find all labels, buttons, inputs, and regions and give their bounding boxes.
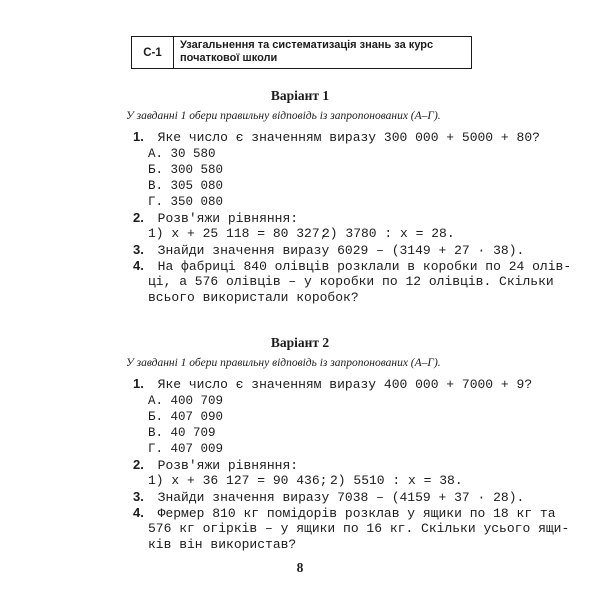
v1-option-a: А. 30 580	[148, 147, 216, 161]
v2-task-4-line-2: 576 кг огірків – у ящики по 16 кг. Скільки усього ящи-	[148, 521, 570, 536]
v1-task-2-number: 2.	[133, 210, 144, 225]
variant-2-title: Варіант 2	[270, 335, 330, 350]
v2-equation-2: 2) 5510 : x = 38.	[330, 473, 463, 488]
v1-option-c: В. 305 080	[148, 179, 224, 193]
section-title-line-2: початкової школи	[180, 52, 278, 64]
v2-task-4-line-3: ків він використав?	[148, 537, 297, 552]
v1-task-4-number: 4.	[133, 258, 144, 273]
v1-task-3-number: 3.	[133, 242, 144, 257]
v1-task-3	[133, 242, 524, 259]
v1-task-3-text: Знайди значення виразу 6029 – (3149 + 27 · 38).	[157, 243, 525, 258]
variant-2-instruction: У завданні 1 обери правильну відповідь із запропонованих (А–Г).	[126, 357, 441, 369]
v1-task-4	[133, 258, 571, 275]
section-code: С-1	[132, 37, 174, 68]
v2-equation-1: 1) x + 36 127 = 90 436;	[148, 473, 328, 488]
v2-task-1-text: Яке число є значенням виразу 400 000 + 7000 + 9?	[157, 377, 533, 392]
section-title-line-1: Узагальнення та систематизація знань за курс	[180, 39, 434, 51]
v1-task-2-text: Розв'яжи рівняння:	[157, 211, 299, 226]
v1-equation-1: 1) x + 25 118 = 80 327;	[148, 226, 328, 241]
v1-task-4-line-1: На фабриці 840 олівців розклали в коробки по 24 олів-	[157, 259, 572, 274]
v1-task-2	[133, 210, 298, 227]
v2-option-c: В. 40 709	[148, 426, 216, 440]
v1-task-4-line-2: ці, а 576 олівців – у коробки по 12 олівців. Скільки	[148, 274, 554, 289]
v2-task-2-text: Розв'яжи рівняння:	[157, 458, 299, 473]
v2-task-4-number: 4.	[133, 505, 144, 520]
variant-1-instruction: У завданні 1 обери правильну відповідь із запропонованих (А–Г).	[126, 110, 441, 122]
v2-task-3	[133, 489, 524, 506]
v2-option-a: А. 400 709	[148, 394, 224, 408]
v1-task-1	[133, 129, 540, 146]
v1-task-1-number: 1.	[133, 129, 144, 144]
v2-option-d: Г. 407 009	[148, 442, 224, 456]
v2-task-2-number: 2.	[133, 457, 144, 472]
v1-option-d: Г. 350 080	[148, 195, 224, 209]
v2-task-4	[133, 505, 556, 522]
v2-task-1	[133, 376, 532, 393]
page-number: 8	[296, 560, 304, 575]
v2-task-1-number: 1.	[133, 376, 144, 391]
v2-task-4-line-1: Фермер 810 кг помідорів розклав у ящики по 18 кг та	[157, 506, 556, 521]
v2-task-2	[133, 457, 298, 474]
v2-task-3-number: 3.	[133, 489, 144, 504]
v1-equation-2: 2) 3780 : x = 28.	[322, 226, 455, 241]
v1-task-4-line-3: всього використали коробок?	[148, 290, 359, 305]
variant-1-title: Варіант 1	[270, 88, 330, 103]
section-title	[174, 37, 471, 68]
v1-option-b: Б. 300 580	[148, 163, 224, 177]
v1-task-1-text: Яке число є значенням виразу 300 000 + 5000 + 80?	[157, 130, 540, 145]
v2-task-3-text: Знайди значення виразу 7038 – (4159 + 37 · 28).	[157, 490, 525, 505]
v2-option-b: Б. 407 090	[148, 410, 224, 424]
section-header-box	[131, 36, 472, 69]
